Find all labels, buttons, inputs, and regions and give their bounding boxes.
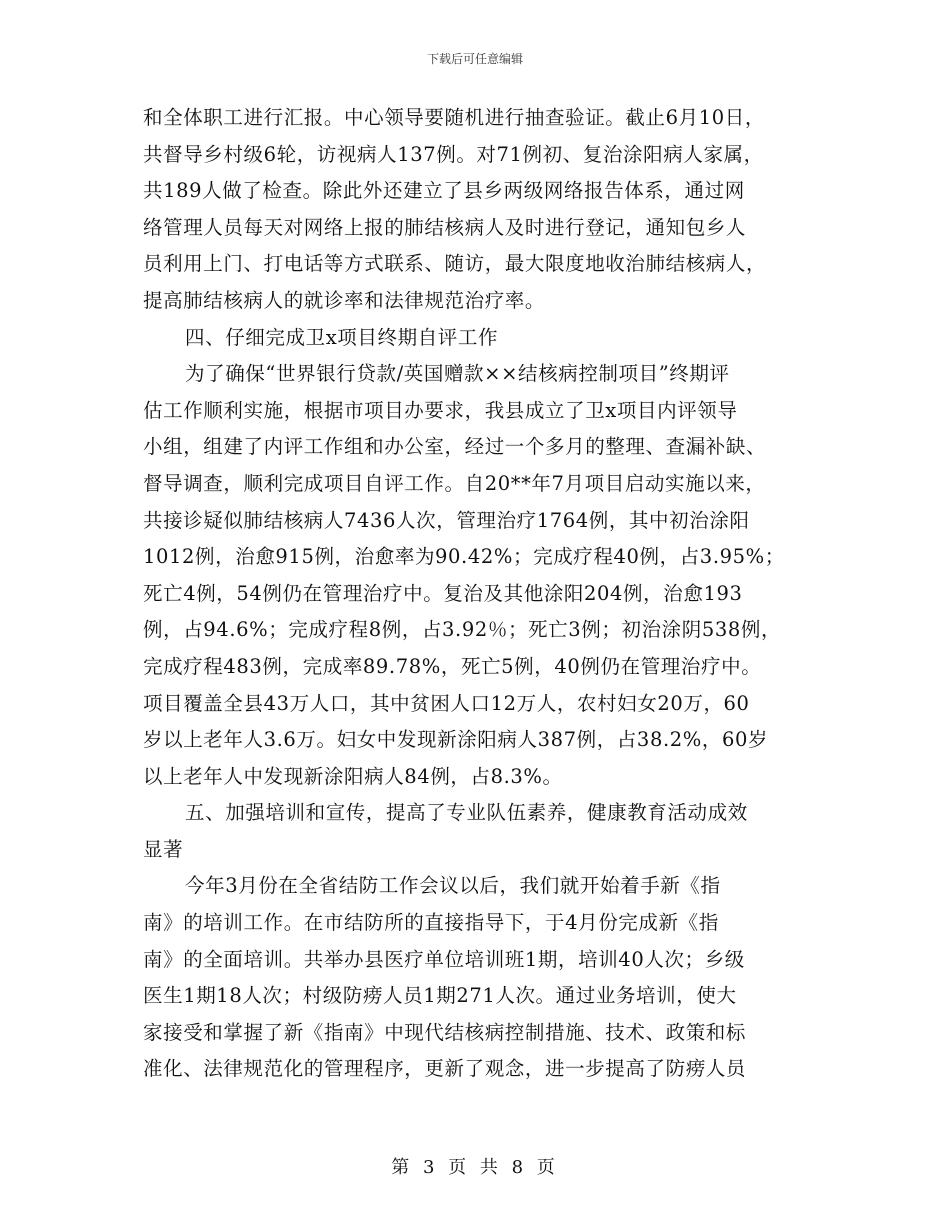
text-line: 例，占94.6%；完成疗程8例，占3.92％；死亡3例；初治涂阴538例， [143,618,782,642]
text-line: 督导调查，顺利完成项目自评工作。自20**年7月项目启动实施以来， [143,471,766,495]
text-line: 为了确保“世界银行贷款/英国赠款××结核病控制项目”终期评 [185,362,730,386]
text-line: 共189人做了检查。除此外还建立了县乡两级网络报告体系，通过网 [143,179,745,203]
page-header: 下载后可任意编辑 [426,52,523,66]
text-line: 小组，组建了内评工作组和办公室，经过一个多月的整理、查漏补缺、 [143,435,767,459]
text-line: 死亡4例，54例仍在管理治疗中。复治及其他涂阳204例，治愈193 [143,581,743,605]
text-line: 项目覆盖全县43万人口，其中贫困人口12万人，农村妇女20万，60 [143,691,750,715]
text-line: 南》的培训工作。在市结防所的直接指导下，于4月份完成新《指 [143,911,719,935]
text-line: 1012例，治愈915例，治愈率为90.42%；完成疗程40例，占3.95%； [143,545,785,569]
text-line: 和全体职工进行汇报。中心领导要随机进行抽查验证。截止6月10日， [143,106,765,129]
page-footer: 第 3 页 共 8 页 [391,1157,559,1178]
text-line: 医生1期18人次；村级防痨人员1期271人次。通过业务培训，使大 [143,984,737,1008]
text-line: 准化、法律规范化的管理程序，更新了观念，进一步提高了防痨人员 [143,1057,747,1081]
text-line: 提高肺结核病人的就诊率和法律规范治疗率。 [143,288,546,312]
section-heading-continued: 显著 [143,837,184,861]
text-line: 完成疗程483例，完成率89.78%，死亡5例，40例仍在管理治疗中。 [143,654,762,678]
section-heading: 四、仔细完成卫x项目终期自评工作 [185,325,499,349]
text-line: 员利用上门、打电话等方式联系、随访，最大限度地收治肺结核病人， [143,252,767,276]
text-line: 估工作顺利实施，根据市项目办要求，我县成立了卫x项目内评领导 [143,398,738,422]
text-line: 家接受和掌握了新《指南》中现代结核病控制措施、技术、政策和标 [143,1020,747,1044]
text-line: 络管理人员每天对网络上报的肺结核病人及时进行登记，通知包乡人 [143,215,747,239]
text-line: 南》的全面培训。共举办县医疗单位培训班1期，培训40人次；乡级 [143,947,745,971]
body-text [143,100,833,1088]
text-line: 共督导乡村级6轮，访视病人137例。对71例初、复治涂阳病人家属， [143,142,764,166]
text-line: 今年3月份在全省结防工作会议以后，我们就开始着手新《指 [185,874,721,898]
section-heading: 五、加强培训和宣传，提高了专业队伍素养，健康教育活动成效 [185,801,748,825]
text-line: 以上老年人中发现新涂阳病人84例，占8.3%。 [143,764,563,788]
text-line: 共接诊疑似肺结核病人7436人次，管理治疗1764例，其中初治涂阳 [143,508,750,532]
text-line: 岁以上老年人3.6万。妇女中发现新涂阳病人387例，占38.2%，60岁 [143,728,769,752]
